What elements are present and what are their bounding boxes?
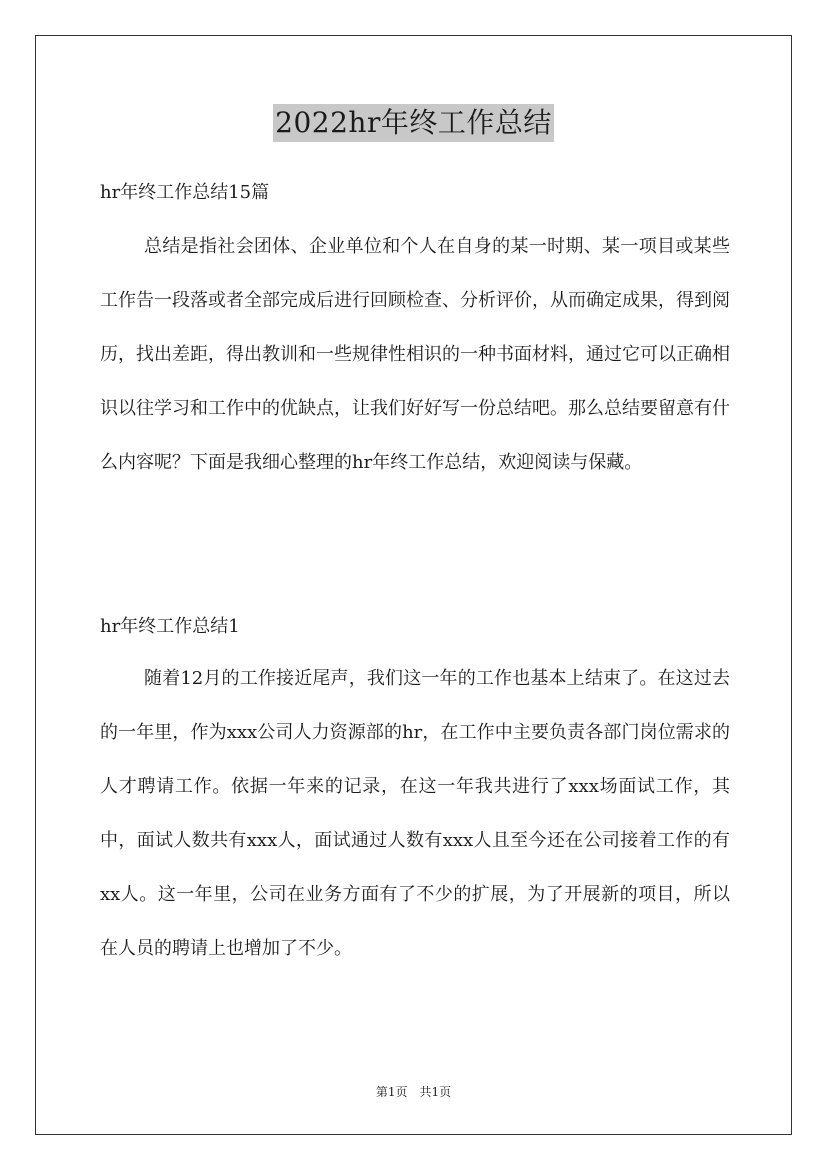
body-paragraph-1: 随着12月的工作接近尾声，我们这一年的工作也基本上结束了。在这过去的一年里，作为xxx公司人力资源部的hr，在工作中主要负责各部门岗位需求的人才聘请工作。依据一年来的记录，在这一年我共进行了xxx场面试工作，其中，面试人数共有xxx人，面试通过人数有xxx人且至今还在公司接着工作的有xx人。这一年里，公司在业务方面有了不少的扩展，为了开展新的项目，所以在人员的聘请上也增加了不少。	[100, 668, 730, 959]
title-container	[0, 104, 827, 142]
intro-paragraph: 总结是指社会团体、企业单位和个人在自身的某一时期、某一项目或某些工作告一段落或者全部完成后进行回顾检查、分析评价，从而确定成果，得到阅历，找出差距，得出教训和一些规律性相识的一种书面材料，通过它可以正确相识以往学习和工作中的优缺点，让我们好好写一份总结吧。那么总结要留意有什么内容呢？下面是我细心整理的hr年终工作总结，欢迎阅读与保藏。	[100, 236, 730, 473]
document-title: 2022hr年终工作总结	[273, 104, 554, 142]
section-heading-intro: hr年终工作总结15篇	[100, 182, 270, 203]
page-footer: 第1页 共1页	[375, 1085, 452, 1099]
section-heading-1: hr年终工作总结1	[100, 616, 240, 637]
